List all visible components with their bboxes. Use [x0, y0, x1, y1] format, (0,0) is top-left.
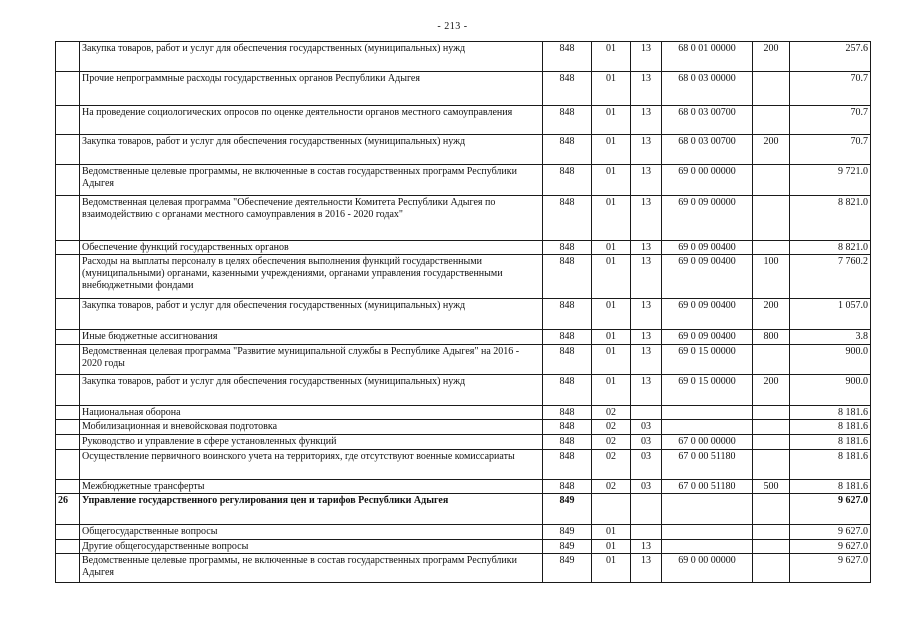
- target-article-code: 67 0 00 51180: [662, 450, 753, 480]
- section-code: 01: [592, 165, 631, 196]
- expense-name: Мобилизационная и вневойсковая подготовка: [80, 420, 543, 435]
- ministry-code: 848: [543, 241, 592, 255]
- subsection-code: 13: [631, 330, 662, 345]
- section-code: 01: [592, 42, 631, 72]
- expense-type-code: [753, 72, 790, 106]
- section-code: 01: [592, 330, 631, 345]
- table-row: [56, 135, 871, 165]
- subsection-code: 13: [631, 299, 662, 330]
- section-code: 02: [592, 450, 631, 480]
- expense-type-code: [753, 241, 790, 255]
- ministry-code: 848: [543, 42, 592, 72]
- ministry-code: 849: [543, 540, 592, 554]
- ministry-code: 848: [543, 165, 592, 196]
- target-article-code: [662, 406, 753, 420]
- row-number: [56, 135, 80, 165]
- expense-type-code: [753, 450, 790, 480]
- expense-name: Иные бюджетные ассигнования: [80, 330, 543, 345]
- section-code: 02: [592, 480, 631, 494]
- expense-type-code: 500: [753, 480, 790, 494]
- ministry-code: 848: [543, 72, 592, 106]
- target-article-code: [662, 540, 753, 554]
- expense-name: Обеспечение функций государственных органов: [80, 241, 543, 255]
- row-number: [56, 165, 80, 196]
- row-number: 26: [56, 494, 80, 525]
- table-row: [56, 165, 871, 196]
- expense-name: Управление государственного регулирования цен и тарифов Республики Адыгея: [80, 494, 543, 525]
- target-article-code: 69 0 00 00000: [662, 554, 753, 583]
- section-code: 01: [592, 299, 631, 330]
- expense-type-code: [753, 420, 790, 435]
- target-article-code: 69 0 09 00400: [662, 330, 753, 345]
- amount: 900.0: [790, 345, 871, 375]
- amount: 8 181.6: [790, 435, 871, 450]
- target-article-code: 69 0 00 00000: [662, 165, 753, 196]
- expense-name: Руководство и управление в сфере установленных функций: [80, 435, 543, 450]
- ministry-code: 848: [543, 375, 592, 406]
- amount: 7 760.2: [790, 255, 871, 299]
- ministry-code: 848: [543, 480, 592, 494]
- section-code: 01: [592, 375, 631, 406]
- ministry-code: 848: [543, 435, 592, 450]
- target-article-code: 68 0 03 00700: [662, 106, 753, 135]
- row-number: [56, 72, 80, 106]
- section-code: 01: [592, 135, 631, 165]
- section-code: 02: [592, 435, 631, 450]
- row-number: [56, 375, 80, 406]
- section-code: 01: [592, 345, 631, 375]
- target-article-code: 69 0 09 00400: [662, 241, 753, 255]
- subsection-code: 03: [631, 435, 662, 450]
- table-row: [56, 494, 871, 525]
- expense-name: Ведомственная целевая программа "Обеспечение деятельности Комитета Республики Адыгея по взаимодействию с органами местного самоуправления в 2016 - 2020 годах": [80, 196, 543, 241]
- ministry-code: 849: [543, 525, 592, 540]
- subsection-code: 13: [631, 72, 662, 106]
- expense-type-code: 800: [753, 330, 790, 345]
- expense-name: Закупка товаров, работ и услуг для обеспечения государственных (муниципальных) нужд: [80, 42, 543, 72]
- section-code: [592, 494, 631, 525]
- subsection-code: [631, 406, 662, 420]
- expense-type-code: [753, 406, 790, 420]
- amount: 9 627.0: [790, 554, 871, 583]
- target-article-code: 69 0 09 00400: [662, 299, 753, 330]
- amount: 8 821.0: [790, 196, 871, 241]
- subsection-code: 13: [631, 165, 662, 196]
- expense-type-code: [753, 540, 790, 554]
- table-row: [56, 420, 871, 435]
- section-code: 02: [592, 420, 631, 435]
- table-row: [56, 525, 871, 540]
- expense-name: Национальная оборона: [80, 406, 543, 420]
- row-number: [56, 255, 80, 299]
- expense-name: На проведение социологических опросов по оценке деятельности органов местного самоуправления: [80, 106, 543, 135]
- ministry-code: 848: [543, 450, 592, 480]
- amount: 70.7: [790, 106, 871, 135]
- ministry-code: 848: [543, 330, 592, 345]
- subsection-code: 13: [631, 345, 662, 375]
- expense-name: Межбюджетные трансферты: [80, 480, 543, 494]
- expense-name: Ведомственная целевая программа "Развитие муниципальной службы в Республике Адыгея" на 2016 - 2020 годы: [80, 345, 543, 375]
- expense-name: Ведомственные целевые программы, не включенные в состав государственных программ Республики Адыгея: [80, 165, 543, 196]
- section-code: 01: [592, 241, 631, 255]
- subsection-code: 03: [631, 450, 662, 480]
- expense-name: Закупка товаров, работ и услуг для обеспечения государственных (муниципальных) нужд: [80, 135, 543, 165]
- ministry-code: 848: [543, 196, 592, 241]
- amount: 9 627.0: [790, 494, 871, 525]
- amount: 70.7: [790, 135, 871, 165]
- section-code: 01: [592, 106, 631, 135]
- expense-name: Закупка товаров, работ и услуг для обеспечения государственных (муниципальных) нужд: [80, 299, 543, 330]
- subsection-code: 03: [631, 420, 662, 435]
- subsection-code: 13: [631, 135, 662, 165]
- ministry-code: 848: [543, 406, 592, 420]
- table-row: [56, 196, 871, 241]
- row-number: [56, 406, 80, 420]
- subsection-code: [631, 494, 662, 525]
- row-number: [56, 554, 80, 583]
- subsection-code: 13: [631, 375, 662, 406]
- subsection-code: 13: [631, 255, 662, 299]
- subsection-code: 13: [631, 554, 662, 583]
- subsection-code: 13: [631, 196, 662, 241]
- ministry-code: 849: [543, 494, 592, 525]
- expense-name: Ведомственные целевые программы, не включенные в состав государственных программ Республики Адыгея: [80, 554, 543, 583]
- row-number: [56, 106, 80, 135]
- target-article-code: 67 0 00 00000: [662, 435, 753, 450]
- expense-type-code: 200: [753, 42, 790, 72]
- page-number: - 213 -: [437, 21, 468, 32]
- amount: 8 181.6: [790, 480, 871, 494]
- target-article-code: 69 0 09 00400: [662, 255, 753, 299]
- table-row: [56, 435, 871, 450]
- target-article-code: 68 0 03 00000: [662, 72, 753, 106]
- expense-type-code: [753, 554, 790, 583]
- table-row: [56, 450, 871, 480]
- table-row: [56, 299, 871, 330]
- subsection-code: [631, 525, 662, 540]
- expense-name: Осуществление первичного воинского учета на территориях, где отсутствуют военные комиссариаты: [80, 450, 543, 480]
- expense-type-code: 200: [753, 375, 790, 406]
- table-row: [56, 406, 871, 420]
- row-number: [56, 525, 80, 540]
- expense-name: Другие общегосударственные вопросы: [80, 540, 543, 554]
- row-number: [56, 42, 80, 72]
- ministry-code: 849: [543, 554, 592, 583]
- amount: 8 181.6: [790, 450, 871, 480]
- ministry-code: 848: [543, 345, 592, 375]
- target-article-code: 67 0 00 51180: [662, 480, 753, 494]
- expense-type-code: [753, 525, 790, 540]
- section-code: 01: [592, 255, 631, 299]
- target-article-code: 69 0 09 00000: [662, 196, 753, 241]
- target-article-code: 69 0 15 00000: [662, 375, 753, 406]
- row-number: [56, 450, 80, 480]
- table-row: [56, 375, 871, 406]
- amount: 8 181.6: [790, 420, 871, 435]
- ministry-code: 848: [543, 420, 592, 435]
- table-row: [56, 554, 871, 583]
- expense-type-code: 200: [753, 135, 790, 165]
- table-row: [56, 72, 871, 106]
- section-code: 01: [592, 554, 631, 583]
- expense-type-code: [753, 345, 790, 375]
- row-number: [56, 299, 80, 330]
- expense-type-code: [753, 196, 790, 241]
- row-number: [56, 241, 80, 255]
- table-row: [56, 255, 871, 299]
- expense-name: Общегосударственные вопросы: [80, 525, 543, 540]
- row-number: [56, 420, 80, 435]
- target-article-code: 69 0 15 00000: [662, 345, 753, 375]
- row-number: [56, 435, 80, 450]
- amount: 9 627.0: [790, 540, 871, 554]
- expense-name: Прочие непрограммные расходы государственных органов Республики Адыгея: [80, 72, 543, 106]
- subsection-code: 13: [631, 106, 662, 135]
- row-number: [56, 480, 80, 494]
- expense-name: Закупка товаров, работ и услуг для обеспечения государственных (муниципальных) нужд: [80, 375, 543, 406]
- row-number: [56, 345, 80, 375]
- row-number: [56, 330, 80, 345]
- expense-type-code: 200: [753, 299, 790, 330]
- amount: 9 721.0: [790, 165, 871, 196]
- row-number: [56, 540, 80, 554]
- table-row: [56, 241, 871, 255]
- target-article-code: [662, 420, 753, 435]
- table-row: [56, 106, 871, 135]
- target-article-code: 68 0 01 00000: [662, 42, 753, 72]
- target-article-code: 68 0 03 00700: [662, 135, 753, 165]
- ministry-code: 848: [543, 106, 592, 135]
- amount: 8 181.6: [790, 406, 871, 420]
- expense-type-code: [753, 165, 790, 196]
- section-code: 01: [592, 525, 631, 540]
- amount: 257.6: [790, 42, 871, 72]
- amount: 8 821.0: [790, 241, 871, 255]
- ministry-code: 848: [543, 135, 592, 165]
- section-code: 01: [592, 196, 631, 241]
- amount: 900.0: [790, 375, 871, 406]
- section-code: 01: [592, 72, 631, 106]
- subsection-code: 13: [631, 241, 662, 255]
- subsection-code: 03: [631, 480, 662, 494]
- expense-type-code: [753, 494, 790, 525]
- expense-type-code: 100: [753, 255, 790, 299]
- ministry-code: 848: [543, 255, 592, 299]
- ministry-code: 848: [543, 299, 592, 330]
- amount: 3.8: [790, 330, 871, 345]
- section-code: 01: [592, 540, 631, 554]
- expense-type-code: [753, 435, 790, 450]
- target-article-code: [662, 494, 753, 525]
- expense-name: Расходы на выплаты персоналу в целях обеспечения выполнения функций государственными (муниципальными) органами, казенными учреждениями, органами управления государственными внебюджетными фондами: [80, 255, 543, 299]
- table-row: [56, 330, 871, 345]
- table-row: [56, 345, 871, 375]
- budget-table: [55, 41, 871, 583]
- subsection-code: 13: [631, 42, 662, 72]
- row-number: [56, 196, 80, 241]
- expense-type-code: [753, 106, 790, 135]
- table-row: [56, 42, 871, 72]
- subsection-code: 13: [631, 540, 662, 554]
- section-code: 02: [592, 406, 631, 420]
- amount: 1 057.0: [790, 299, 871, 330]
- table-row: [56, 480, 871, 494]
- amount: 70.7: [790, 72, 871, 106]
- table-row: [56, 540, 871, 554]
- target-article-code: [662, 525, 753, 540]
- amount: 9 627.0: [790, 525, 871, 540]
